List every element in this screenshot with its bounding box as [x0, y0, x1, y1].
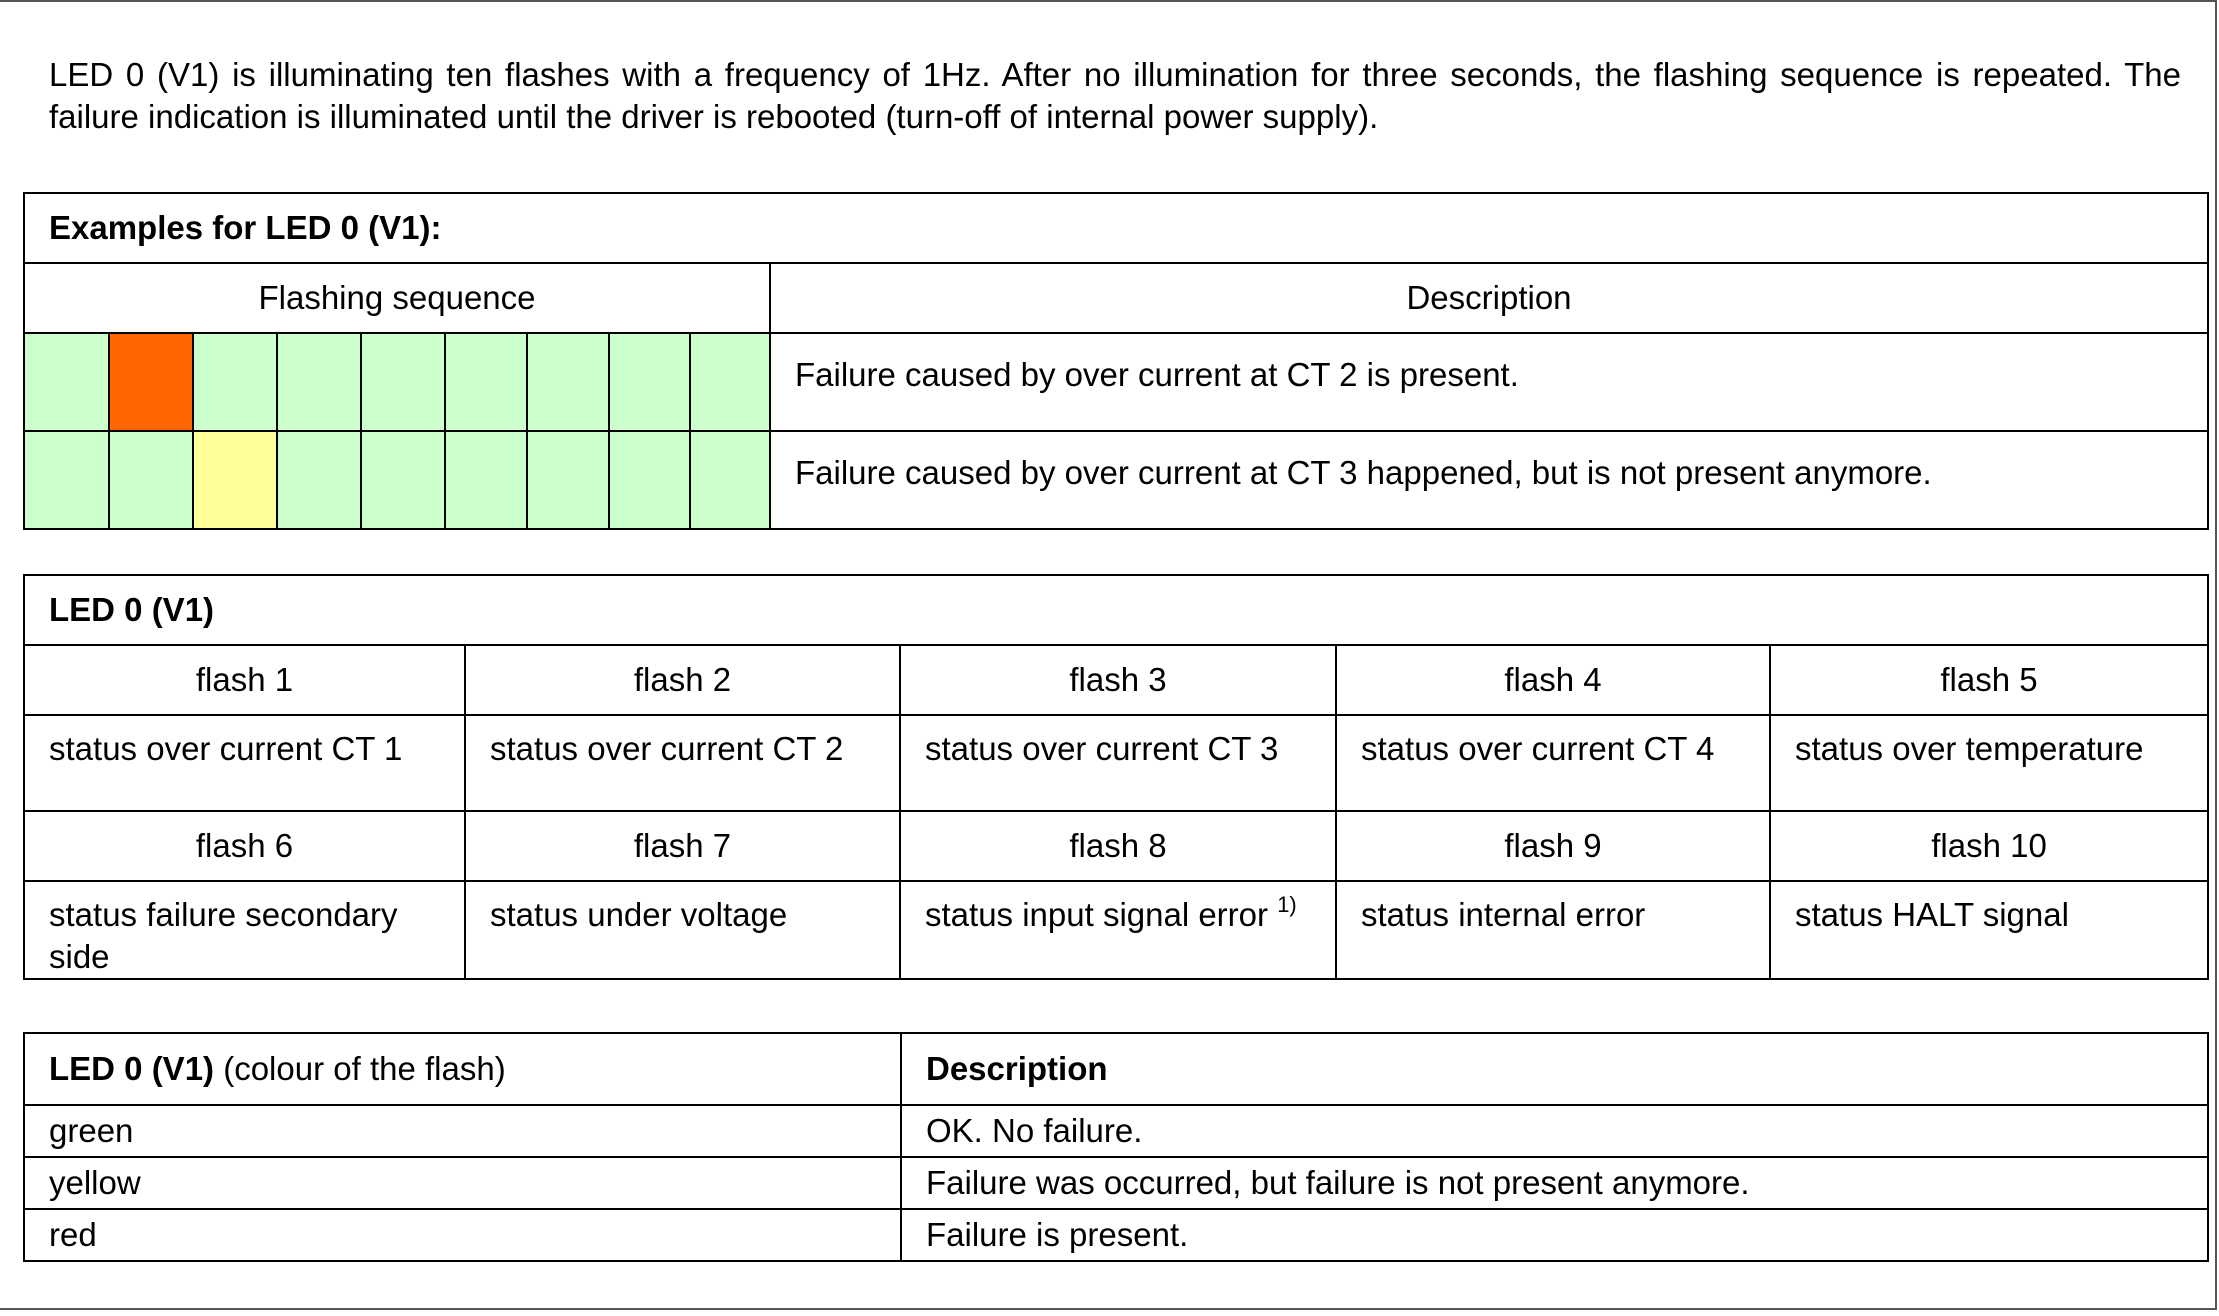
flash-cell-green [527, 431, 609, 529]
flash-status: status over current CT 4 [1336, 715, 1770, 811]
flash-cell-green [445, 431, 527, 529]
flash-status: status over current CT 1 [24, 715, 465, 811]
flash-label: flash 4 [1336, 645, 1770, 715]
colour-name: yellow [24, 1157, 901, 1209]
flash-cell-green [193, 333, 277, 431]
flash-cell-green [527, 333, 609, 431]
flash-label: flash 1 [24, 645, 465, 715]
flash-cell-green [277, 333, 361, 431]
flash-status: status under voltage [465, 881, 900, 979]
example-description: Failure caused by over current at CT 3 happened, but is not present anymore. [770, 431, 2208, 529]
col-header-description: Description [770, 263, 2208, 333]
flash-cell-green [24, 431, 109, 529]
flash-cell-green [445, 333, 527, 431]
flash-cell-green [109, 431, 193, 529]
flash-cell-green [690, 333, 770, 431]
flash-cell-red [109, 333, 193, 431]
flash-table-title: LED 0 (V1) [24, 575, 2208, 645]
example-row [24, 333, 2208, 431]
colour-name: red [24, 1209, 901, 1261]
colour-header-bold: LED 0 (V1) [49, 1050, 215, 1087]
colour-description: Failure was occurred, but failure is not present anymore. [901, 1157, 2208, 1209]
flash-cell-green [609, 333, 690, 431]
flash-status: status internal error [1336, 881, 1770, 979]
flash-label: flash 9 [1336, 811, 1770, 881]
flash-status: status over current CT 2 [465, 715, 900, 811]
flash-label: flash 6 [24, 811, 465, 881]
flash-status: status input signal error [925, 896, 1269, 933]
flash-cell-green [277, 431, 361, 529]
flash-status: status HALT signal [1770, 881, 2208, 979]
flash-label: flash 8 [900, 811, 1336, 881]
flash-cell-green [361, 431, 445, 529]
flash-label: flash 5 [1770, 645, 2208, 715]
flash-cell-green [361, 333, 445, 431]
flash-label: flash 3 [900, 645, 1336, 715]
flash-cell-green [609, 431, 690, 529]
colour-description: Failure is present. [901, 1209, 2208, 1261]
flash-status: status over temperature [1770, 715, 2208, 811]
intro-paragraph: LED 0 (V1) is illuminating ten flashes with a frequency of 1Hz. After no illumination for three seconds, the flashing sequence is repeated. The failure indication is illuminated until the driver is rebooted (turn-off of internal power supply). [49, 56, 2181, 135]
flash-status-cell [900, 881, 1336, 979]
flash-label: flash 2 [465, 645, 900, 715]
colour-meaning-table [23, 1032, 2209, 1262]
description-column-header: Description [901, 1033, 2208, 1105]
example-row [24, 431, 2208, 529]
col-header-flashing-sequence: Flashing sequence [24, 263, 770, 333]
flash-label: flash 10 [1770, 811, 2208, 881]
flash-status: status failure secondary side [24, 881, 465, 979]
flash-cell-yellow [193, 431, 277, 529]
colour-column-header [24, 1033, 901, 1105]
examples-title: Examples for LED 0 (V1): [24, 193, 2208, 263]
flash-cell-green [690, 431, 770, 529]
flash-meaning-table [23, 574, 2209, 980]
flash-cell-green [24, 333, 109, 431]
colour-name: green [24, 1105, 901, 1157]
colour-description: OK. No failure. [901, 1105, 2208, 1157]
flash-label: flash 7 [465, 811, 900, 881]
example-description: Failure caused by over current at CT 2 is present. [770, 333, 2208, 431]
examples-table [23, 192, 2209, 530]
flash-status: status over current CT 3 [900, 715, 1336, 811]
footnote-marker: 1) [1277, 892, 1297, 917]
colour-header-rest: (colour of the flash) [214, 1050, 506, 1087]
